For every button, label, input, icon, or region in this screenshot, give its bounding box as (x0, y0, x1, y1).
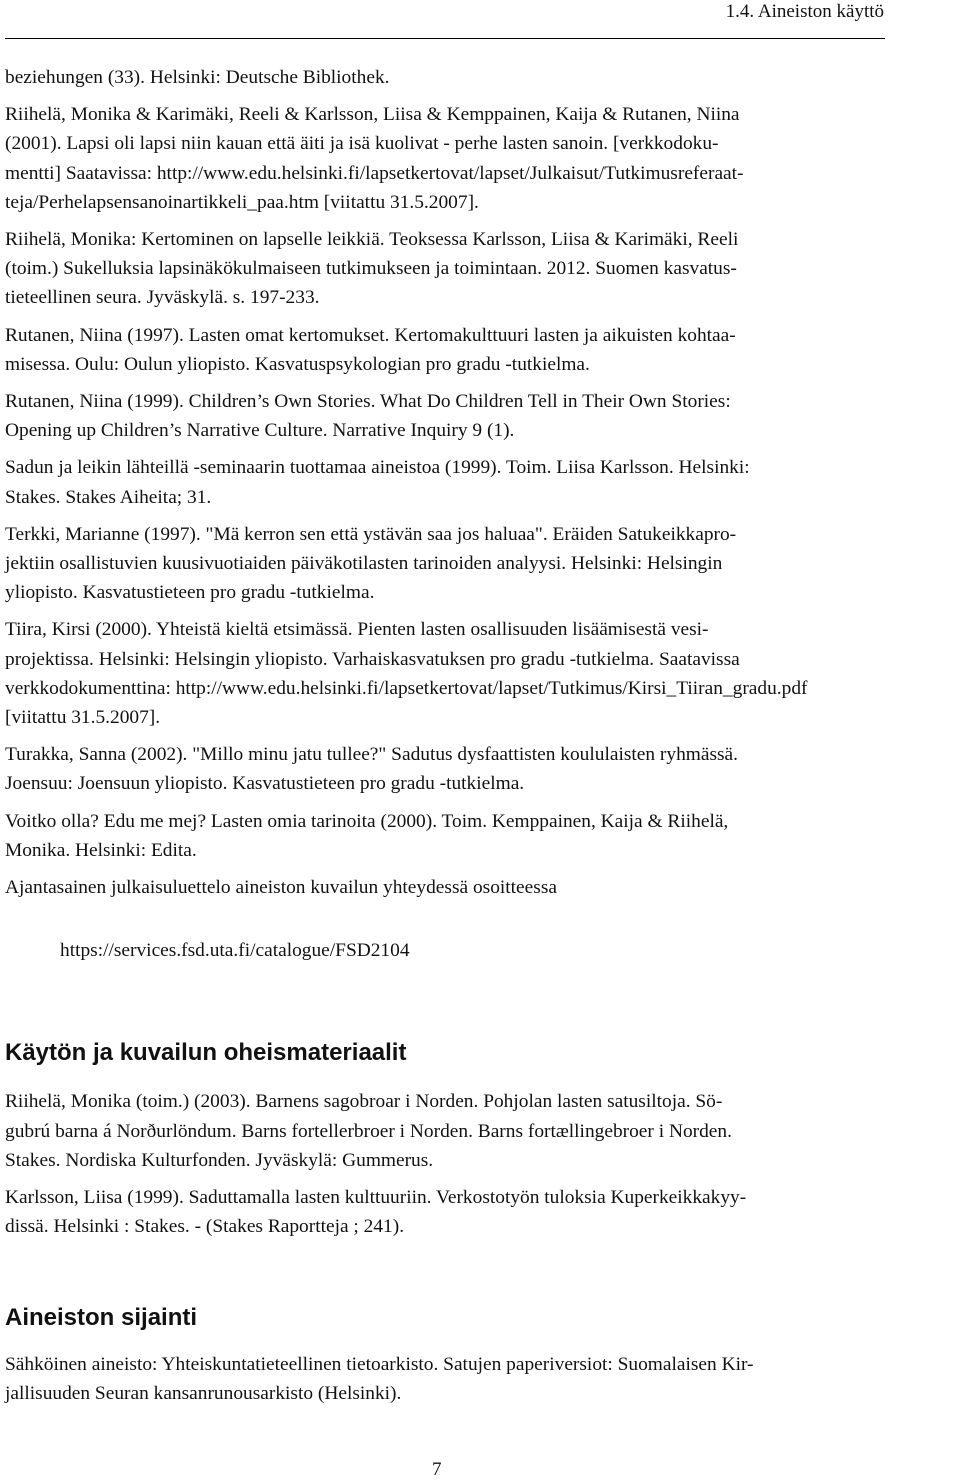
text-line: Riihelä, Monika (toim.) (2003). Barnens sagobroar i Norden. Pohjolan lasten satusiltoja. Sö- (5, 1091, 723, 1113)
reference-list (5, 63, 883, 902)
text-line: Sähköinen aineisto: Yhteiskuntatieteellinen tietoarkisto. Satujen paperiversiot: Suomalaisen Kir- (5, 1353, 754, 1375)
reference-entry (5, 1183, 883, 1241)
reference-entry (5, 387, 883, 445)
header-rule (5, 38, 885, 39)
section-heading-sijainti: Aineiston sijainti (5, 1303, 198, 1331)
text-line: Karlsson, Liisa (1999). Saduttamalla lasten kulttuuriin. Verkostotyön tuloksia Kuperkeikkakyy- (5, 1187, 747, 1209)
text-line: yliopisto. Kasvatustieteen pro gradu -tutkielma. (5, 582, 375, 604)
page-number: 7 (432, 1459, 442, 1480)
reference-entry (5, 1087, 883, 1175)
text-line: (2001). Lapsi oli lapsi niin kauan että äiti ja isä kuolivat - perhe lasten sanoin. [verkkodoku- (5, 133, 719, 155)
reference-entry (5, 807, 883, 865)
text-line: Terkki, Marianne (1997). "Mä kerron sen että ystävän saa jos haluaa". Eräiden Satukeikkapro- (5, 523, 737, 545)
text-line: Stakes. Stakes Aiheita; 31. (5, 486, 212, 508)
text-line: jallisuuden Seuran kansanrunousarkisto (Helsinki). (5, 1382, 402, 1404)
text-line: mentti] Saatavissa: http://www.edu.helsinki.fi/lapsetkertovat/lapset/Julkaisut/Tutkimusreferaat- (5, 162, 744, 184)
text-line: Opening up Children’s Narrative Culture. Narrative Inquiry 9 (1). (5, 420, 515, 442)
reference-entry (5, 453, 883, 511)
text-line: projektissa. Helsinki: Helsingin yliopisto. Varhaiskasvatuksen pro gradu -tutkielma. Saatavissa (5, 648, 740, 670)
catalogue-link[interactable]: https://services.fsd.uta.fi/catalogue/FSD2104 (60, 940, 410, 962)
text-line: verkkodokumenttina: http://www.edu.helsinki.fi/lapsetkertovat/lapset/Tutkimus/Kirsi_Tiiran_gradu.pdf (5, 677, 808, 699)
reference-entry (5, 63, 883, 92)
reference-entry (5, 321, 883, 379)
reference-entry (5, 100, 883, 217)
text-line: Rutanen, Niina (1997). Lasten omat kertomukset. Kertomakulttuuri lasten ja aikuisten kohtaa- (5, 324, 736, 346)
text-line: Monika. Helsinki: Edita. (5, 839, 197, 861)
text-line: gubrú barna á Norðurlöndum. Barns fortellerbroer i Norden. Barns fortællingebroer i Norden. (5, 1120, 732, 1142)
text-line: [viitattu 31.5.2007]. (5, 707, 161, 729)
text-line: Riihelä, Monika & Karimäki, Reeli & Karlsson, Liisa & Kemppainen, Kaija & Rutanen, Niina (5, 104, 740, 126)
text-line: Joensuu: Joensuun yliopisto. Kasvatustieteen pro gradu -tutkielma. (5, 773, 525, 795)
text-line: Voitko olla? Edu me mej? Lasten omia tarinoita (2000). Toim. Kemppainen, Kaija & Riihelä, (5, 810, 729, 832)
running-head: 1.4. Aineiston käyttö (725, 1, 884, 22)
text-line: (toim.) Sukelluksia lapsinäkökulmaiseen tutkimukseen ja toimintaan. 2012. Suomen kasvatus- (5, 258, 737, 280)
text-line: Ajantasainen julkaisuluettelo aineiston kuvailun yhteydessä osoitteessa (5, 877, 557, 899)
text-line: dissä. Helsinki : Stakes. - (Stakes Raportteja ; 241). (5, 1216, 405, 1238)
reference-entry (5, 740, 883, 798)
reference-entry (5, 873, 883, 902)
text-line: jektiin osallistuvien kuusivuotiaiden päiväkotilasten tarinoiden analyysi. Helsinki: Helsingin (5, 553, 723, 575)
text-line: misessa. Oulu: Oulun yliopisto. Kasvatuspsykologian pro gradu -tutkielma. (5, 353, 590, 375)
text-line: Sadun ja leikin lähteillä -seminaarin tuottamaa aineistoa (1999). Toim. Liisa Karlsson. Helsinki: (5, 457, 750, 479)
oheismateriaalit-list (5, 1087, 883, 1241)
text-line: Turakka, Sanna (2002). "Millo minu jatu tullee?" Sadutus dysfaattisten koululaisten ryhmässä. (5, 744, 738, 766)
reference-entry (5, 225, 883, 313)
reference-entry (5, 520, 883, 608)
section-heading-oheismateriaalit: Käytön ja kuvailun oheismateriaalit (5, 1039, 407, 1067)
text-line: beziehungen (33). Helsinki: Deutsche Bibliothek. (5, 67, 390, 88)
reference-entry (5, 615, 883, 732)
sijainti-text (5, 1350, 883, 1408)
reference-entry (5, 1350, 883, 1408)
text-line: tieteellinen seura. Jyväskylä. s. 197-233. (5, 287, 320, 309)
text-line: teja/Perhelapsensanoinartikkeli_paa.htm [viitattu 31.5.2007]. (5, 191, 479, 213)
page-content (5, 63, 883, 1416)
text-line: Rutanen, Niina (1999). Children’s Own Stories. What Do Children Tell in Their Own Stories: (5, 391, 731, 413)
text-line: Stakes. Nordiska Kulturfonden. Jyväskylä: Gummerus. (5, 1149, 434, 1171)
text-line: Riihelä, Monika: Kertominen on lapselle leikkiä. Teoksessa Karlsson, Liisa & Karimäki, Reeli (5, 229, 739, 251)
text-line: Tiira, Kirsi (2000). Yhteistä kieltä etsimässä. Pienten lasten osallisuuden lisäämisestä vesi- (5, 619, 709, 641)
